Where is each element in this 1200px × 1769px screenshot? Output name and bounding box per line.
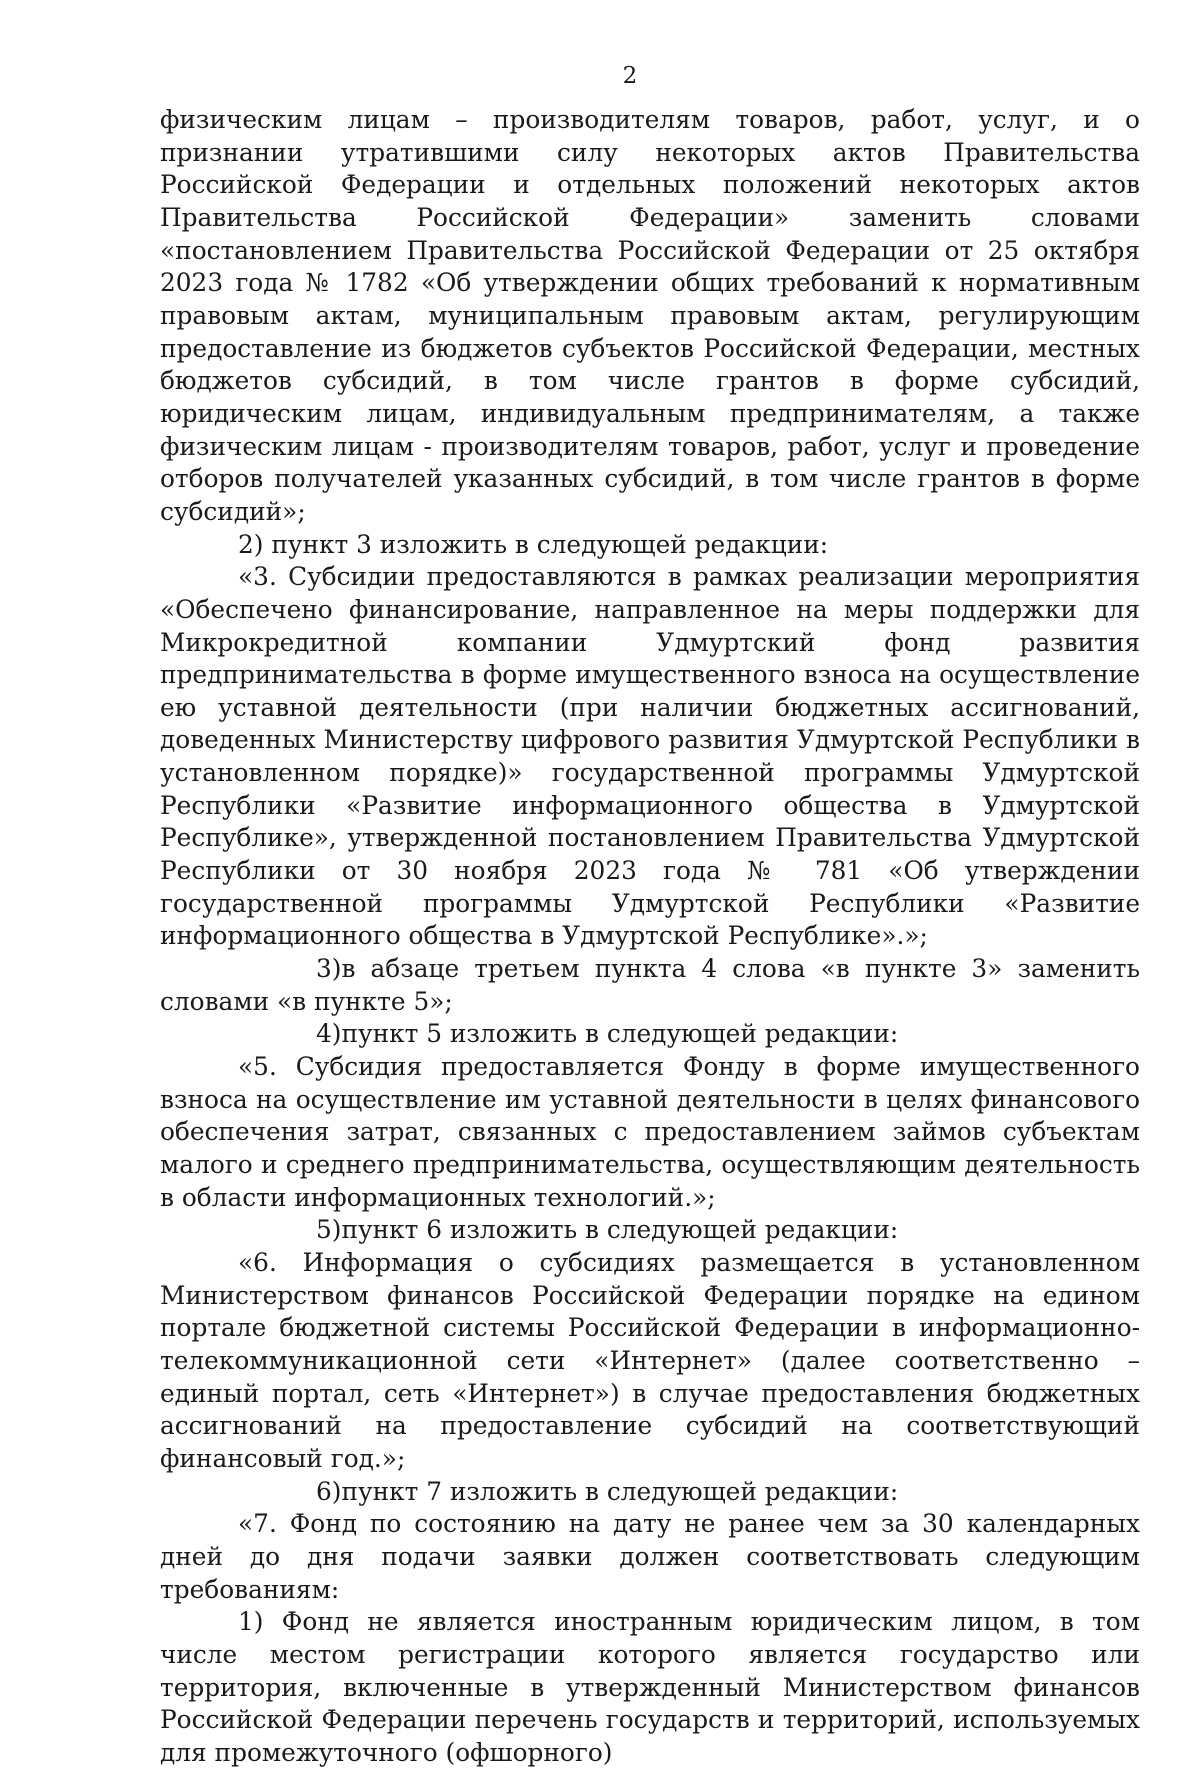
item-number: 6) [316,1476,342,1506]
item-number: 5) [316,1215,342,1245]
paragraph-text: «7. Фонд по состоянию на дату не ранее чем за 30 календарных дней до дня подачи заявки должен соответствовать следующим требованиям: [160,1509,1140,1604]
paragraph-item-4 [160,1018,1140,1051]
paragraph-text: «3. Субсидии предоставляются в рамках реализации мероприятия «Обеспечено финансирование, направленное на меры поддержки для Микрокредитной компании Удмуртский фонд развития предпринимательства в форме имущественного взноса на осуществление ею уставной деятельности (при наличии бюджетных ассигнований, доведенных Министерству цифрового развития Удмуртской Республики в установленном порядке)» государственной программы Удмуртской Республики «Развитие информационного общества в Удмуртской Республике», утвержденной постановлением Правительства Удмуртской Республики от 30 ноября 2023 года № 781 «Об утверждении государственной программы Удмуртской Республики «Развитие информационного общества в Удмуртской Республике».»; [160,562,1140,951]
paragraph-item-5 [160,1214,1140,1247]
document-body [160,104,1140,1769]
paragraph-quote-3 [160,561,1140,953]
paragraph-continuation [160,104,1140,529]
paragraph-quote-5 [160,1051,1140,1214]
item-number: 3) [316,954,342,984]
document-page [160,60,1140,1769]
paragraph-text: 1) Фонд не является иностранным юридическим лицом, в том числе местом регистрации которого является государство или территория, включенные в утвержденный Министерством финансов Российской Федерации перечень государств и территорий, используемых для промежуточного (офшорного) [160,1607,1140,1767]
paragraph-text: пункт 6 изложить в следующей редакции: [341,1215,899,1245]
paragraph-text: пункт 7 изложить в следующей редакции: [341,1476,899,1506]
paragraph-subitem-1 [160,1606,1140,1769]
paragraph-item-6 [160,1476,1140,1509]
paragraph-item-3 [160,953,1140,1018]
paragraph-text: «5. Субсидия предоставляется Фонду в форме имущественного взноса на осуществление им уставной деятельности в целях финансового обеспечения затрат, связанных с предоставлением займов субъектам малого и среднего предпринимательства, осуществляющим деятельность в области информационных технологий.»; [160,1052,1140,1212]
paragraph-text: «6. Информация о субсидиях размещается в установленном Министерством финансов Российской Федерации порядке на едином портале бюджетной системы Российской Федерации в информационно-телекоммуникационной сети «Интернет» (далее соответственно – единый портал, сеть «Интернет») в случае предоставления бюджетных ассигнований на предоставление субсидий на соответствующий финансовый год.»; [160,1247,1140,1473]
paragraph-item-2 [160,529,1140,562]
paragraph-quote-7 [160,1508,1140,1606]
paragraph-text: физическим лицам – производителям товаров, работ, услуг, и о признании утратившими силу некоторых актов Правительства Российской Федерации и отдельных положений некоторых актов Правительства Российской Федерации» заменить словами «постановлением Правительства Российской Федерации от 25 октября 2023 года № 1782 «Об утверждении общих требований к нормативным правовым актам, муниципальным правовым актам, регулирующим предоставление из бюджетов субъектов Российской Федерации, местных бюджетов субсидий, в том числе грантов в форме субсидий, юридическим лицам, индивидуальным предпринимателям, а также физическим лицам - производителям товаров, работ, услуг и проведение отборов получателей указанных субсидий, в том числе грантов в форме субсидий»; [160,105,1140,526]
paragraph-text: пункт 5 изложить в следующей редакции: [341,1019,899,1049]
paragraph-text: в абзаце третьем пункта 4 слова «в пункте 3» заменить словами «в пункте 5»; [160,954,1140,1016]
paragraph-text: 2) пункт 3 изложить в следующей редакции: [238,529,829,559]
paragraph-quote-6 [160,1247,1140,1476]
page-number: 2 [622,63,638,89]
item-number: 4) [316,1019,342,1049]
